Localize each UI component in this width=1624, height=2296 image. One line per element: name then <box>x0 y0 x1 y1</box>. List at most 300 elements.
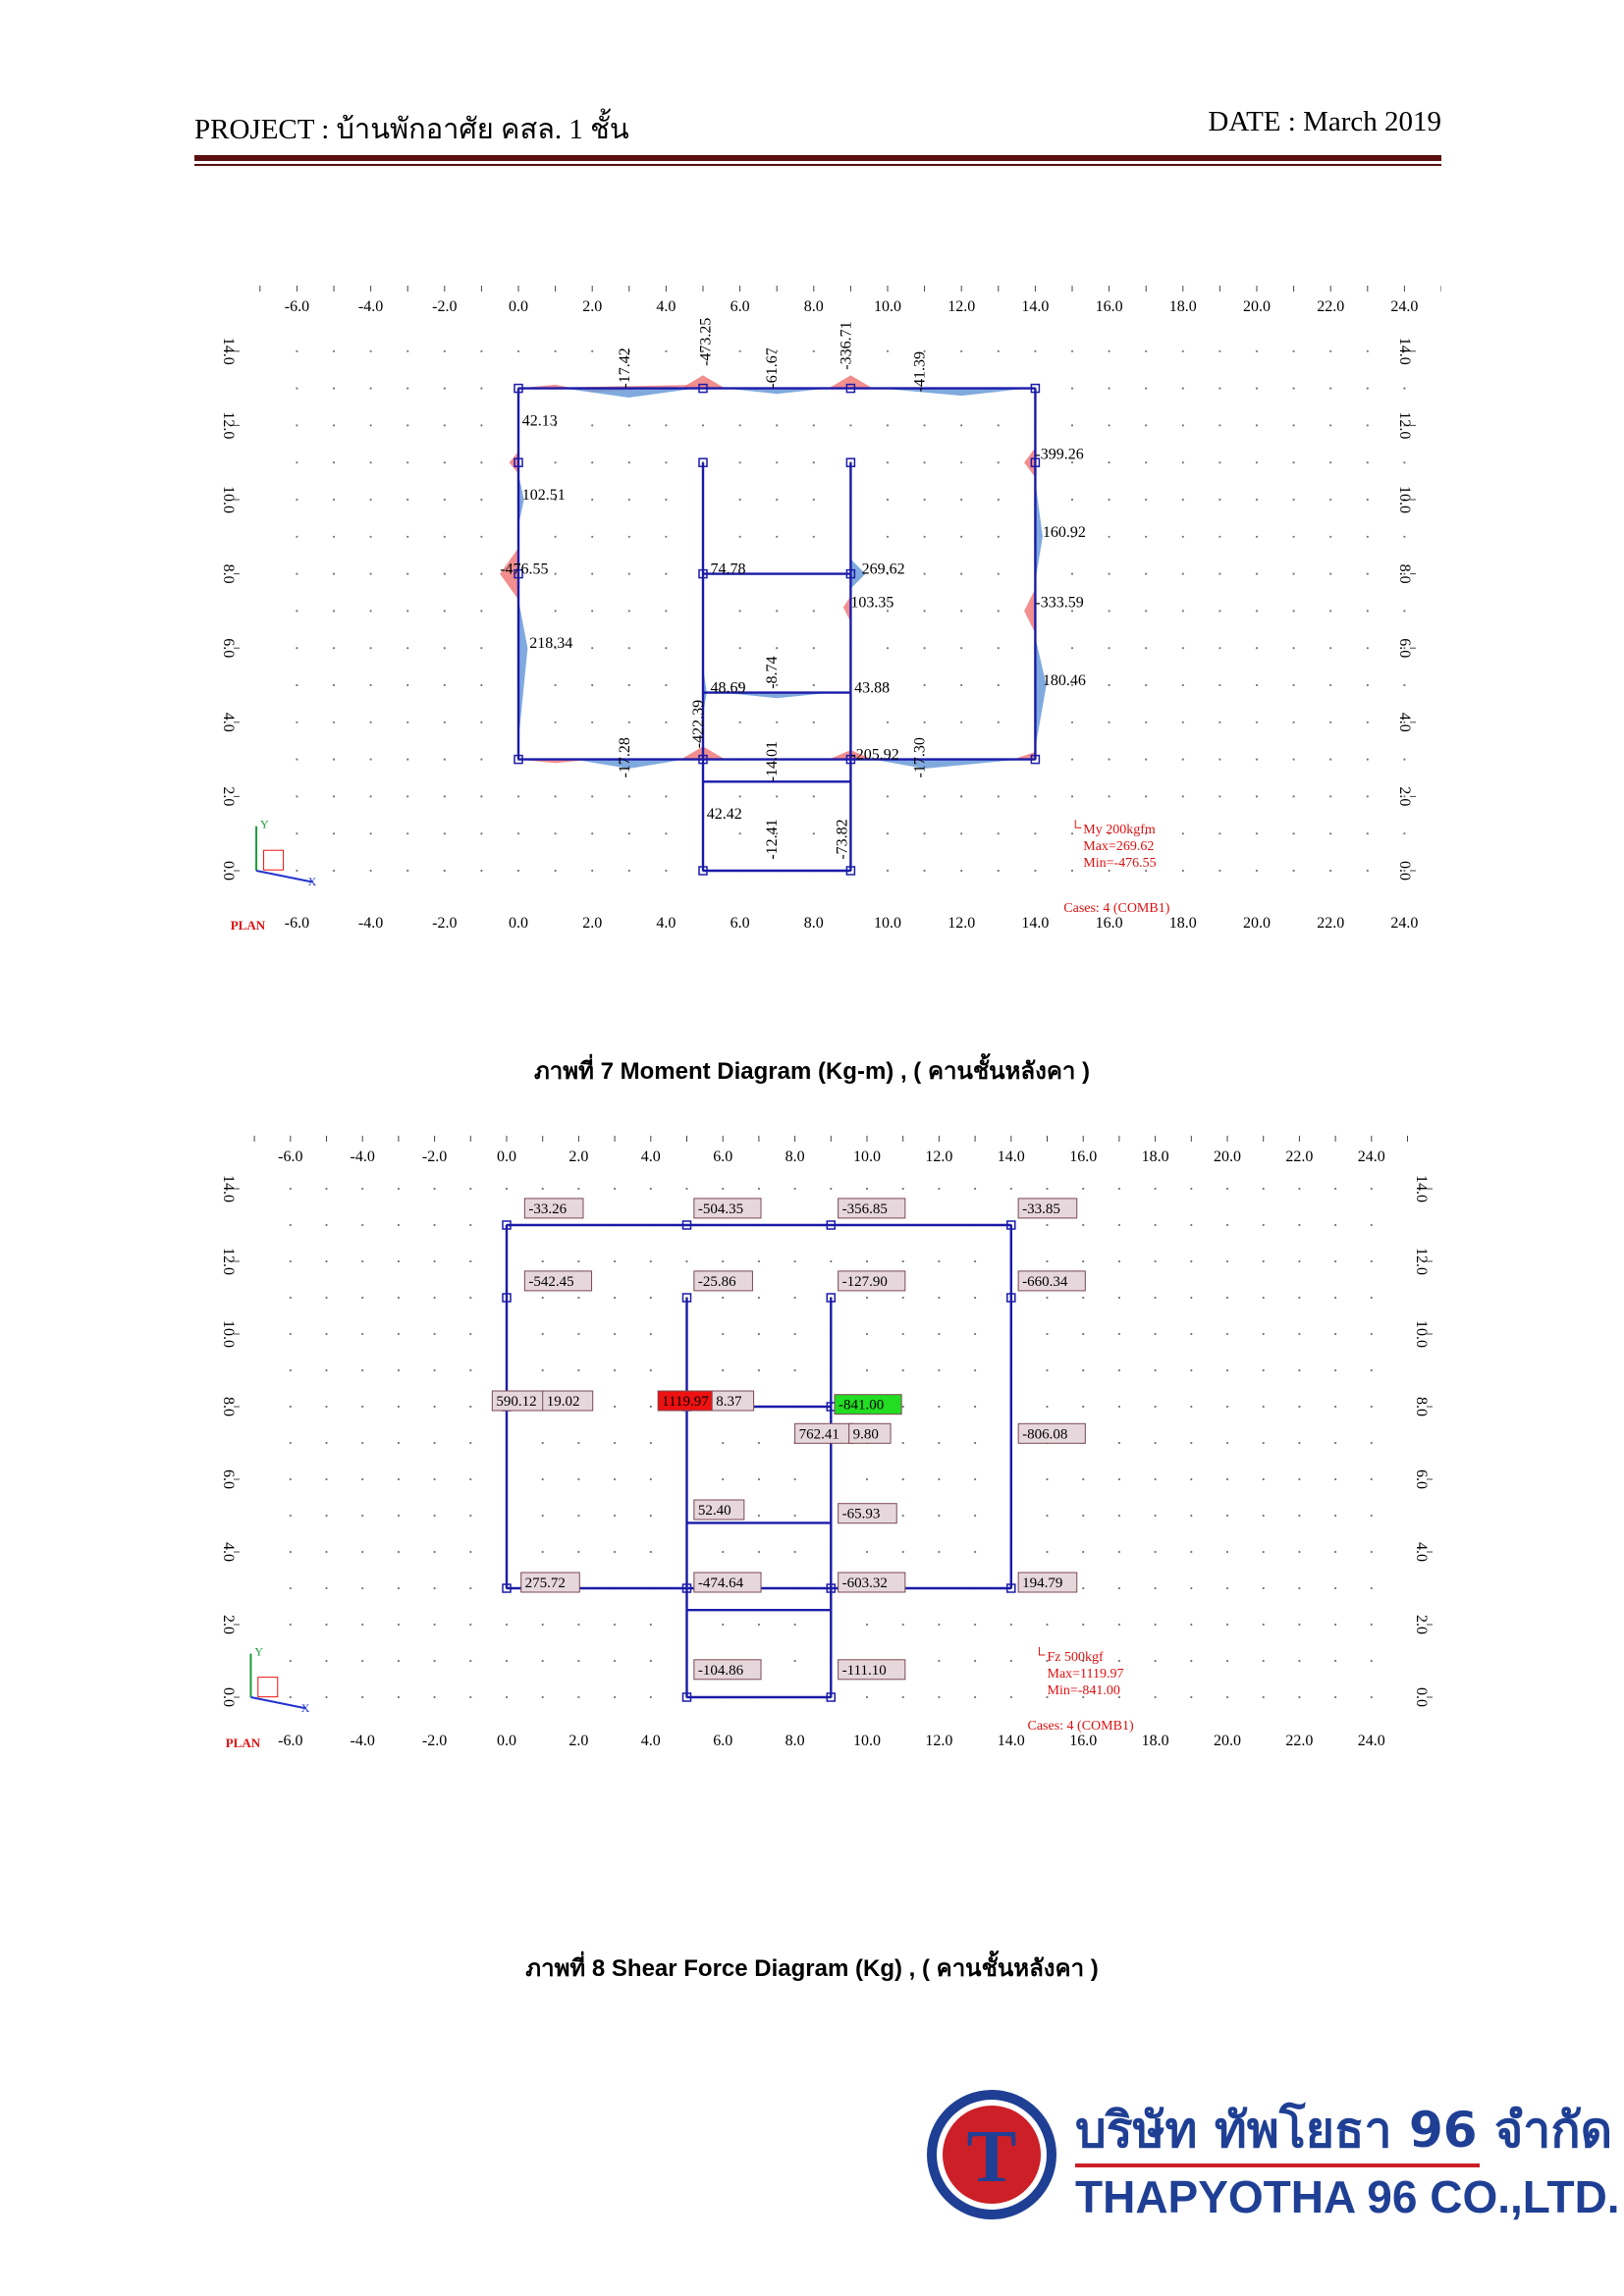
grid-dot <box>1155 1369 1157 1371</box>
grid-dot <box>866 1551 868 1553</box>
grid-dot <box>1256 536 1258 538</box>
grid-dot <box>1263 1696 1265 1698</box>
grid-dot <box>722 1297 724 1299</box>
grid-dot <box>1371 1478 1373 1480</box>
grid-dot <box>591 870 593 872</box>
shear-value-label: -127.90 <box>841 1273 888 1290</box>
grid-dot <box>1226 1369 1228 1371</box>
grid-dot <box>577 1188 579 1190</box>
grid-dot <box>1226 1333 1228 1335</box>
grid-dot <box>1226 1587 1228 1589</box>
grid-dot <box>434 1333 436 1335</box>
grid-dot <box>1367 424 1369 426</box>
moment-value-label: -17.28 <box>616 737 633 778</box>
grid-dot <box>938 1369 940 1371</box>
grid-dot <box>1329 870 1331 872</box>
grid-dot <box>650 1333 652 1335</box>
grid-dot <box>591 573 593 575</box>
grid-dot <box>1334 1442 1336 1444</box>
grid-dot <box>1082 1369 1084 1371</box>
x-tick-label-bottom: 12.0 <box>947 915 976 932</box>
grid-dot <box>1071 759 1073 761</box>
grid-dot <box>591 424 593 426</box>
grid-dot <box>1329 721 1331 723</box>
grid-dot <box>517 795 519 797</box>
shear-value-label: -104.86 <box>697 1662 744 1679</box>
grid-dot <box>1371 1515 1373 1517</box>
y-tick-label-left: 14.0 <box>220 1175 237 1202</box>
grid-dot <box>1367 536 1369 538</box>
grid-dot <box>555 573 557 575</box>
grid-dot <box>650 1478 652 1480</box>
grid-dot <box>1293 424 1295 426</box>
x-tick-label-bottom: 0.0 <box>509 915 528 932</box>
grid-dot <box>813 350 815 352</box>
grid-dot <box>296 499 298 501</box>
grid-dot <box>1298 1406 1300 1408</box>
grid-dot <box>480 424 482 426</box>
grid-dot <box>938 1442 940 1444</box>
grid-dot <box>325 1442 327 1444</box>
grid-dot <box>370 424 372 426</box>
grid-dot <box>591 350 593 352</box>
grid-dot <box>444 573 446 575</box>
shear-value-label: 52.40 <box>697 1503 731 1519</box>
grid-dot <box>998 684 1000 686</box>
grid-dot <box>444 721 446 723</box>
grid-dot <box>361 1624 363 1626</box>
grid-dot <box>776 536 778 538</box>
grid-dot <box>1256 424 1258 426</box>
grid-dot <box>902 1260 904 1262</box>
grid-dot <box>325 1224 327 1226</box>
grid-dot <box>1403 461 1405 463</box>
moment-value-label: -8.74 <box>764 656 782 689</box>
grid-dot <box>398 1188 400 1190</box>
grid-dot <box>542 1478 544 1480</box>
grid-dot <box>469 1406 471 1408</box>
grid-dot <box>650 1406 652 1408</box>
grid-dot <box>1371 1696 1373 1698</box>
grid-dot <box>1367 350 1369 352</box>
y-tick-label-left: 0.0 <box>220 1687 237 1707</box>
grid-dot <box>998 499 1000 501</box>
grid-dot <box>577 1260 579 1262</box>
x-tick-label-bottom: 6.0 <box>730 915 750 932</box>
grid-dot <box>469 1333 471 1335</box>
grid-dot <box>758 1515 760 1517</box>
grid-dot <box>1371 1406 1373 1408</box>
grid-dot <box>1218 610 1220 612</box>
grid-dot <box>434 1696 436 1698</box>
grid-dot <box>555 536 557 538</box>
grid-dot <box>614 1515 616 1517</box>
grid-dot <box>794 1660 796 1662</box>
grid-dot <box>333 870 335 872</box>
grid-dot <box>325 1406 327 1408</box>
grid-dot <box>434 1660 436 1662</box>
grid-dot <box>398 1406 400 1408</box>
grid-dot <box>722 1478 724 1480</box>
grid-dot <box>1082 1406 1084 1408</box>
grid-dot <box>444 610 446 612</box>
grid-dot <box>406 499 408 501</box>
x-tick-label-bottom: 4.0 <box>640 1733 661 1749</box>
moment-value-label: 180.46 <box>1042 672 1086 689</box>
company-name-thai: บริษัท ทัพโยธา 96 จำกัด <box>1075 2102 1613 2159</box>
shear-value-label: 9.80 <box>852 1426 879 1443</box>
grid-dot <box>1145 795 1147 797</box>
grid-dot <box>469 1551 471 1553</box>
grid-dot <box>480 870 482 872</box>
grid-dot <box>1334 1297 1336 1299</box>
grid-dot <box>1293 536 1295 538</box>
grid-dot <box>296 461 298 463</box>
grid-dot <box>1334 1515 1336 1517</box>
grid-dot <box>614 1660 616 1662</box>
grid-dot <box>974 1369 976 1371</box>
grid-dot <box>296 832 298 834</box>
grid-dot <box>739 350 741 352</box>
grid-dot <box>1226 1515 1228 1517</box>
grid-dot <box>1118 1515 1120 1517</box>
grid-dot <box>924 573 926 575</box>
grid-dot <box>813 499 815 501</box>
grid-dot <box>938 1660 940 1662</box>
grid-dot <box>1071 832 1073 834</box>
grid-dot <box>1109 759 1110 761</box>
grid-dot <box>406 388 408 390</box>
grid-dot <box>1190 1696 1192 1698</box>
grid-dot <box>1034 832 1036 834</box>
grid-dot <box>333 721 335 723</box>
plan-label: PLAN <box>225 1735 261 1750</box>
grid-dot <box>444 424 446 426</box>
grid-dot <box>1293 573 1295 575</box>
grid-dot <box>290 1660 292 1662</box>
grid-dot <box>794 1515 796 1517</box>
grid-dot <box>1367 388 1369 390</box>
grid-dot <box>325 1333 327 1335</box>
grid-dot <box>1263 1224 1265 1226</box>
grid-dot <box>398 1587 400 1589</box>
grid-dot <box>1371 1369 1373 1371</box>
grid-dot <box>480 388 482 390</box>
grid-dot <box>1371 1260 1373 1262</box>
grid-dot <box>325 1297 327 1299</box>
company-name-english: THAPYOTHA 96 CO.,LTD. <box>1075 2171 1620 2222</box>
grid-dot <box>1155 1587 1157 1589</box>
grid-dot <box>665 684 667 686</box>
grid-dot <box>628 573 630 575</box>
grid-dot <box>1329 350 1331 352</box>
grid-dot <box>960 795 962 797</box>
grid-dot <box>469 1696 471 1698</box>
grid-dot <box>1046 1260 1048 1262</box>
grid-dot <box>290 1624 292 1626</box>
grid-dot <box>1226 1297 1228 1299</box>
x-tick-label-bottom: 2.0 <box>568 1733 589 1749</box>
grid-dot <box>398 1297 400 1299</box>
grid-dot <box>480 832 482 834</box>
grid-dot <box>1298 1369 1300 1371</box>
grid-dot <box>296 647 298 649</box>
grid-dot <box>887 647 889 649</box>
grid-dot <box>1182 870 1184 872</box>
grid-dot <box>1155 1624 1157 1626</box>
grid-dot <box>1298 1224 1300 1226</box>
page-header <box>194 98 1441 143</box>
grid-dot <box>924 536 926 538</box>
grid-dot <box>361 1587 363 1589</box>
grid-dot <box>887 832 889 834</box>
grid-dot <box>1118 1624 1120 1626</box>
grid-dot <box>776 795 778 797</box>
moment-fill-negative <box>680 375 725 388</box>
grid-dot <box>444 499 446 501</box>
grid-dot <box>1118 1333 1120 1335</box>
grid-dot <box>722 1333 724 1335</box>
grid-dot <box>361 1224 363 1226</box>
grid-dot <box>1190 1478 1192 1480</box>
grid-dot <box>296 610 298 612</box>
grid-dot <box>469 1624 471 1626</box>
grid-dot <box>1367 461 1369 463</box>
grid-dot <box>370 350 372 352</box>
grid-dot <box>469 1369 471 1371</box>
grid-dot <box>887 499 889 501</box>
grid-dot <box>1082 1224 1084 1226</box>
grid-dot <box>1182 350 1184 352</box>
grid-dot <box>1046 1515 1048 1517</box>
x-tick-label-bottom: 20.0 <box>1243 915 1271 932</box>
grid-dot <box>1218 461 1220 463</box>
grid-dot <box>1046 1333 1048 1335</box>
grid-dot <box>1263 1188 1265 1190</box>
grid-dot <box>398 1224 400 1226</box>
grid-dot <box>577 1297 579 1299</box>
grid-dot <box>296 350 298 352</box>
grid-dot <box>1109 573 1110 575</box>
moment-value-label: -333.59 <box>1035 594 1084 612</box>
y-tick-label-right: 12.0 <box>1396 411 1413 440</box>
grid-dot <box>849 424 851 426</box>
grid-dot <box>1218 832 1220 834</box>
grid-dot <box>361 1406 363 1408</box>
grid-dot <box>1034 350 1036 352</box>
grid-dot <box>866 1478 868 1480</box>
grid-dot <box>776 610 778 612</box>
grid-dot <box>1298 1478 1300 1480</box>
grid-dot <box>1155 1224 1157 1226</box>
grid-dot <box>398 1260 400 1262</box>
shear-value-label: -65.93 <box>841 1506 881 1522</box>
grid-dot <box>370 721 372 723</box>
grid-dot <box>1226 1188 1228 1190</box>
grid-dot <box>480 647 482 649</box>
grid-dot <box>1256 795 1258 797</box>
grid-dot <box>1155 1478 1157 1480</box>
grid-dot <box>361 1660 363 1662</box>
grid-dot <box>577 1660 579 1662</box>
x-tick-label-bottom: 24.0 <box>1390 915 1419 932</box>
grid-dot <box>1298 1696 1300 1698</box>
x-tick-label-bottom: 2.0 <box>582 915 603 932</box>
grid-dot <box>1034 870 1036 872</box>
shear-value-label: -356.85 <box>841 1201 888 1217</box>
grid-dot <box>739 610 741 612</box>
grid-dot <box>887 795 889 797</box>
grid-dot <box>974 1442 976 1444</box>
grid-dot <box>1263 1406 1265 1408</box>
grid-dot <box>444 536 446 538</box>
grid-dot <box>813 721 815 723</box>
grid-dot <box>628 610 630 612</box>
grid-dot <box>1082 1478 1084 1480</box>
y-tick-label-left: 14.0 <box>220 337 237 365</box>
x-tick-label-bottom: -6.0 <box>278 1733 303 1749</box>
x-tick-label-bottom: 20.0 <box>1214 1733 1241 1749</box>
grid-dot <box>1329 832 1331 834</box>
grid-dot <box>1218 424 1220 426</box>
x-tick-label-bottom: 8.0 <box>803 915 824 932</box>
grid-dot <box>406 870 408 872</box>
grid-dot <box>1155 1660 1157 1662</box>
moment-value-label: 269.62 <box>861 561 905 578</box>
grid-dot <box>1256 647 1258 649</box>
grid-dot <box>1155 1442 1157 1444</box>
grid-dot <box>517 832 519 834</box>
grid-dot <box>325 1188 327 1190</box>
grid-dot <box>325 1624 327 1626</box>
grid-dot <box>794 1260 796 1262</box>
grid-dot <box>1034 795 1036 797</box>
grid-dot <box>1367 573 1369 575</box>
company-logo <box>923 2086 1620 2223</box>
grid-dot <box>794 1369 796 1371</box>
grid-dot <box>434 1515 436 1517</box>
grid-dot <box>902 1188 904 1190</box>
grid-dot <box>333 795 335 797</box>
grid-dot <box>813 610 815 612</box>
grid-dot <box>998 832 1000 834</box>
shear-value-label: 1119.97 <box>662 1394 709 1410</box>
moment-value-label: 42.13 <box>521 412 558 430</box>
grid-dot <box>434 1224 436 1226</box>
grid-dot <box>758 1442 760 1444</box>
x-tick-label-top: 20.0 <box>1243 298 1271 315</box>
grid-dot <box>591 684 593 686</box>
grid-dot <box>1367 759 1369 761</box>
grid-dot <box>614 1297 616 1299</box>
y-tick-label-left: 10.0 <box>220 1320 237 1348</box>
grid-dot <box>469 1297 471 1299</box>
grid-dot <box>813 795 815 797</box>
grid-dot <box>1256 684 1258 686</box>
grid-dot <box>614 1369 616 1371</box>
grid-dot <box>444 795 446 797</box>
grid-dot <box>1293 461 1295 463</box>
grid-dot <box>739 721 741 723</box>
grid-dot <box>1218 721 1220 723</box>
grid-dot <box>1256 573 1258 575</box>
grid-dot <box>1118 1406 1120 1408</box>
grid-dot <box>591 721 593 723</box>
grid-dot <box>813 424 815 426</box>
grid-dot <box>333 461 335 463</box>
grid-dot <box>887 536 889 538</box>
grid-dot <box>650 1442 652 1444</box>
grid-dot <box>290 1478 292 1480</box>
grid-dot <box>406 684 408 686</box>
grid-dot <box>650 1260 652 1262</box>
grid-dot <box>296 536 298 538</box>
grid-dot <box>296 721 298 723</box>
grid-dot <box>444 350 446 352</box>
y-tick-label-left: 12.0 <box>220 1248 237 1275</box>
grid-dot <box>866 1696 868 1698</box>
grid-dot <box>665 350 667 352</box>
grid-dot <box>398 1624 400 1626</box>
grid-dot <box>296 870 298 872</box>
grid-dot <box>1182 832 1184 834</box>
grid-dot <box>1082 1587 1084 1589</box>
grid-dot <box>1367 647 1369 649</box>
moment-value-label: -73.82 <box>834 819 851 860</box>
x-tick-label-top: 16.0 <box>1095 298 1123 315</box>
y-tick-label-left: 8.0 <box>220 1397 237 1416</box>
grid-dot <box>444 870 446 872</box>
grid-dot <box>722 1442 724 1444</box>
grid-dot <box>974 1297 976 1299</box>
legend-line3: Min=-841.00 <box>1047 1683 1120 1698</box>
grid-dot <box>1329 684 1331 686</box>
logo-letter: T <box>966 2115 1017 2198</box>
grid-dot <box>758 1188 760 1190</box>
grid-dot <box>1263 1369 1265 1371</box>
grid-dot <box>998 795 1000 797</box>
shear-value-label: 590.12 <box>496 1394 537 1410</box>
y-tick-label-left: 8.0 <box>220 563 237 584</box>
grid-dot <box>1109 536 1110 538</box>
moment-value-label: -12.41 <box>764 819 782 860</box>
grid-dot <box>866 1333 868 1335</box>
grid-dot <box>296 424 298 426</box>
grid-dot <box>1263 1515 1265 1517</box>
grid-dot <box>1367 684 1369 686</box>
grid-dot <box>1190 1260 1192 1262</box>
grid-dot <box>938 1260 940 1262</box>
grid-dot <box>1155 1515 1157 1517</box>
grid-dot <box>577 1478 579 1480</box>
grid-dot <box>1145 573 1147 575</box>
x-tick-label-bottom: 22.0 <box>1285 1733 1314 1749</box>
grid-dot <box>1190 1188 1192 1190</box>
grid-dot <box>444 461 446 463</box>
x-tick-label-bottom: -2.0 <box>432 915 458 932</box>
grid-dot <box>1403 759 1405 761</box>
grid-dot <box>333 759 335 761</box>
grid-dot <box>960 499 962 501</box>
grid-dot <box>469 1224 471 1226</box>
grid-dot <box>1082 1624 1084 1626</box>
grid-dot <box>1263 1333 1265 1335</box>
grid-dot <box>739 424 741 426</box>
moment-fill-negative <box>829 375 873 388</box>
grid-dot <box>665 647 667 649</box>
grid-dot <box>398 1551 400 1553</box>
grid-dot <box>1263 1442 1265 1444</box>
